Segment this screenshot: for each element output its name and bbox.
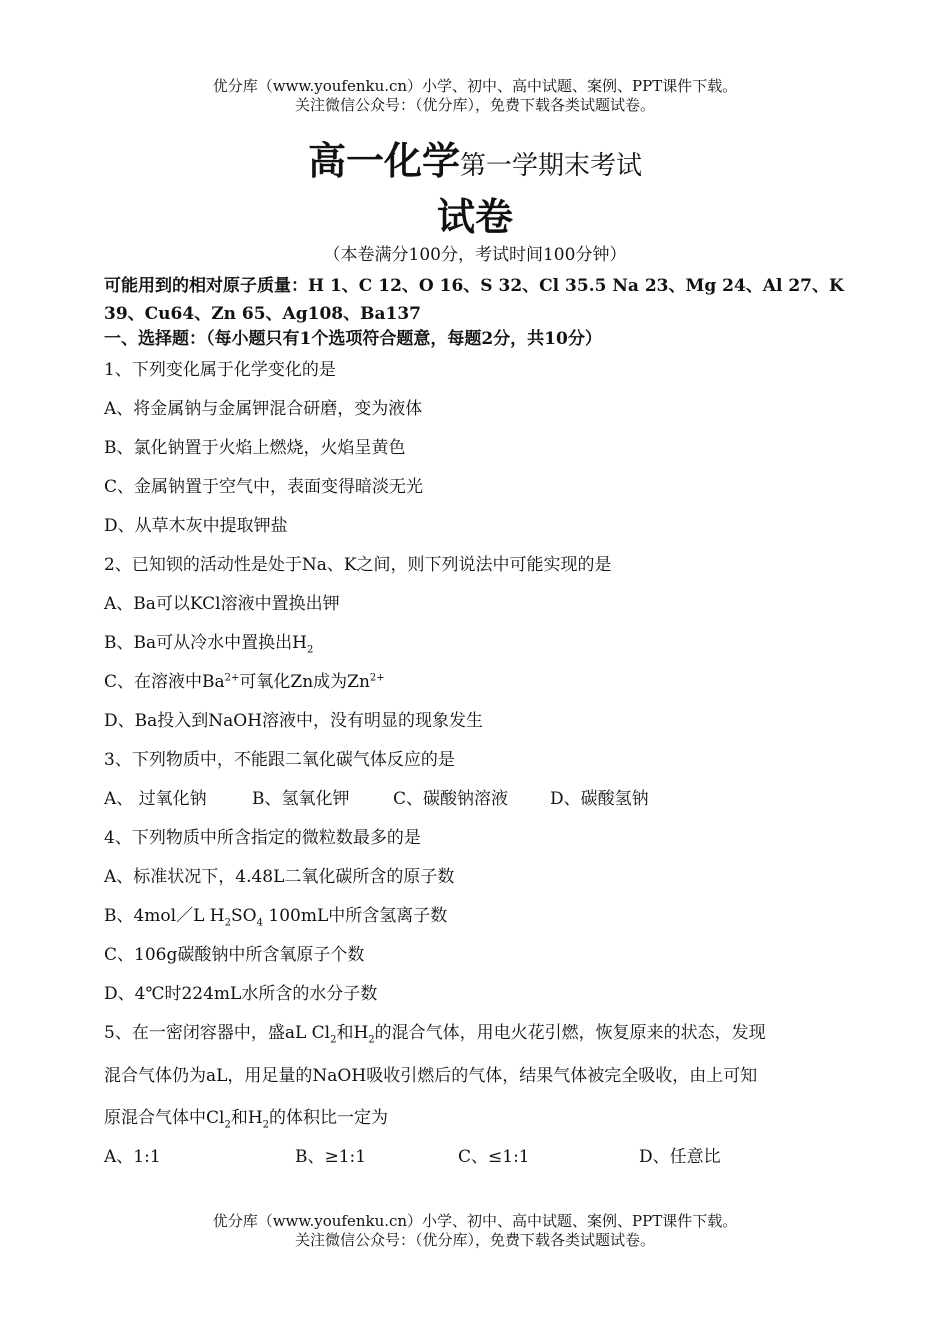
q2-option-a: A、Ba可以KCl溶液中置换出钾: [104, 594, 340, 614]
q5-options: [104, 1142, 721, 1167]
q5-option-c: C、≤1:1: [458, 1147, 530, 1167]
q4-option-a: A、标准状况下，4.48L二氧化碳所含的原子数: [104, 867, 455, 887]
atomic-masses-line-1: 可能用到的相对原子质量：H 1、C 12、O 16、S 32、Cl 35.5 Na 23、Mg 24、Al 27、K: [104, 276, 844, 296]
section-heading: 一、选择题：（每小题只有1个选项符合题意，每题2分，共10分）: [104, 329, 602, 349]
header-line-1: 优分库（www.youfenku.cn）小学、初中、高中试题、案例、PPT课件下载。: [212, 77, 738, 95]
q5-option-b: B、≥1:1: [295, 1147, 367, 1167]
q1-option-a: A、将金属钠与金属钾混合研磨，变为液体: [104, 399, 423, 419]
footer-line-1: 优分库（www.youfenku.cn）小学、初中、高中试题、案例、PPT课件下载。: [212, 1212, 738, 1230]
header-line-2: 关注微信公众号：（优分库），免费下载各类试题试卷。: [294, 96, 655, 114]
q5-option-d: D、任意比: [639, 1147, 721, 1167]
page-header: [0, 77, 950, 115]
q1-option-b: B、氯化钠置于火焰上燃烧，火焰呈黄色: [104, 438, 406, 458]
q3-option-c: C、碳酸钠溶液: [393, 789, 509, 809]
q5-option-a: A、1:1: [104, 1147, 161, 1167]
q3-options: [104, 784, 649, 809]
q5-stem-line-3: 原混合气体中$Cl_2$和$H_2$的体积比一定为: [104, 1108, 389, 1131]
q2-stem: 2、已知钡的活动性是处于Na、K之间，则下列说法中可能实现的是: [104, 555, 612, 575]
q4-option-d: D、4℃时224mL水所含的水分子数: [104, 984, 378, 1004]
q1-option-d: D、从草木灰中提取钾盐: [104, 516, 288, 536]
q3-option-d: D、碳酸氢钠: [550, 789, 649, 809]
title-paper: 试卷: [436, 195, 513, 239]
atomic-masses-line-2: 39、Cu64、Zn 65、Ag108、Ba137: [104, 304, 421, 324]
q1-option-c: C、金属钠置于空气中，表面变得暗淡无光: [104, 477, 424, 497]
q4-stem: 4、下列物质中所含指定的微粒数最多的是: [104, 828, 421, 848]
exam-title: [0, 130, 950, 185]
q2-option-c: C、在溶液中$Ba^{2+}$可氧化Zn成为$Zn^{2+}$: [104, 672, 385, 692]
exam-subtitle: （本卷满分100分，考试时间100分钟）: [323, 245, 627, 265]
q5-stem-line-2: 混合气体仍为aL，用足量的NaOH吸收引燃后的气体，结果气体被完全吸收，由上可知: [104, 1066, 758, 1086]
q2-option-b: B、Ba可从冷水中置换出$H_2$: [104, 633, 314, 656]
title-subject: 高一化学: [307, 139, 460, 183]
q3-option-a: A、 过氧化钠: [104, 789, 207, 809]
q5-stem-line-1: 5、在一密闭容器中，盛aL $Cl_2$和$H_2$的混合气体，用电火花引燃，恢复原来的状态，发现: [104, 1023, 766, 1046]
q1-stem: 1、下列变化属于化学变化的是: [104, 360, 336, 380]
page-footer: [0, 1212, 950, 1250]
q2-option-d: D、Ba投入到NaOH溶液中，没有明显的现象发生: [104, 711, 484, 731]
q3-option-b: B、氢氧化钾: [252, 789, 350, 809]
footer-line-2: 关注微信公众号：（优分库），免费下载各类试题试卷。: [294, 1231, 655, 1249]
q4-option-c: C、106g碳酸钠中所含氧原子个数: [104, 945, 365, 965]
title-exam: 第一学期末考试: [460, 151, 643, 181]
q3-stem: 3、下列物质中，不能跟二氧化碳气体反应的是: [104, 750, 455, 770]
q4-option-b: B、4mol／L $H_2SO_4$ 100mL中所含氢离子数: [104, 906, 448, 929]
